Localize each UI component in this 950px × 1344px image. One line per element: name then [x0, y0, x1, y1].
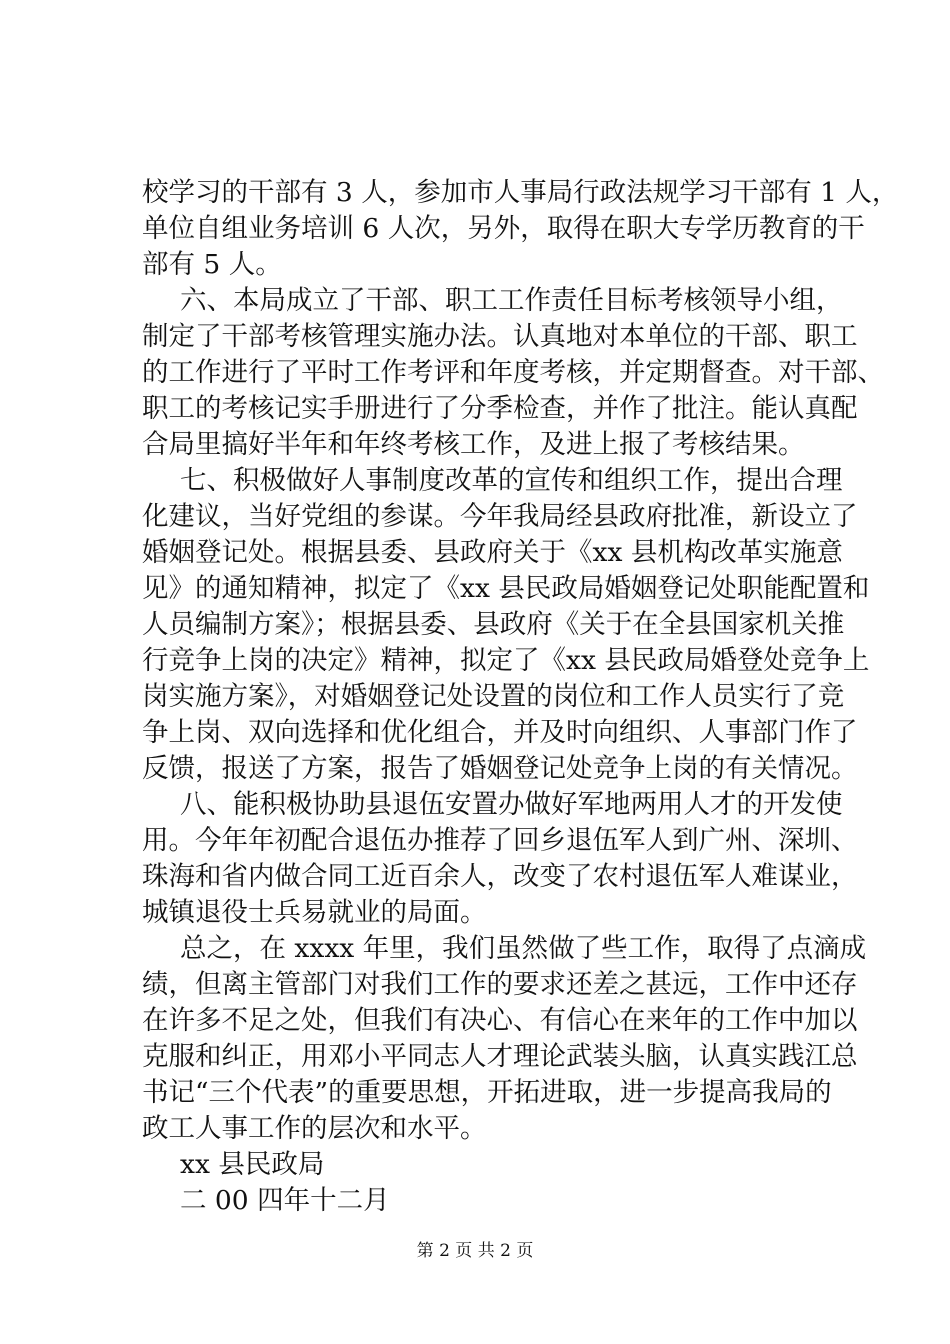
- text-line: 书记“三个代表”的重要思想，开拓进取，进一步提高我局的: [142, 1077, 832, 1108]
- text-line: 合局里搞好半年和年终考核工作，及进上报了考核结果。: [142, 429, 805, 460]
- text-line: 克服和纠正，用邓小平同志人才理论武装头脑，认真实践江总: [142, 1041, 858, 1072]
- text-line: 城镇退役士兵易就业的局面。: [142, 897, 487, 928]
- text-line: 部有 5 人。: [142, 249, 282, 280]
- text-line: 用。今年年初配合退伍办推荐了回乡退伍军人到广州、深圳、: [142, 825, 858, 856]
- text-line: 单位自组业务培训 6 人次，另外，取得在职大专学历教育的干: [142, 213, 865, 244]
- paragraph-7-first-line: 七、积极做好人事制度改革的宣传和组织工作，提出合理: [180, 465, 843, 496]
- signature-organization: xx 县民政局: [180, 1149, 325, 1180]
- text-line: 政工人事工作的层次和水平。: [142, 1113, 487, 1144]
- paragraph-8-first-line: 八、能积极协助县退伍安置办做好军地两用人才的开发使: [180, 789, 843, 820]
- page-number-footer: 第 2 页 共 2 页: [416, 1241, 534, 1261]
- text-line: 见》的通知精神，拟定了《xx 县民政局婚姻登记处职能配置和: [142, 573, 870, 604]
- text-line: 珠海和省内做合同工近百余人，改变了农村退伍军人难谋业，: [142, 861, 858, 892]
- text-line: 争上岗、双向选择和优化组合，并及时向组织、人事部门作了: [142, 717, 858, 748]
- text-line: 绩，但离主管部门对我们工作的要求还差之甚远，工作中还存: [142, 969, 858, 1000]
- text-line: 制定了干部考核管理实施办法。认真地对本单位的干部、职工: [142, 321, 858, 352]
- text-line: 化建议，当好党组的参谋。今年我局经县政府批准，新设立了: [142, 501, 858, 532]
- conclusion-first-line: 总之，在 xxxx 年里，我们虽然做了些工作，取得了点滴成: [180, 933, 867, 964]
- text-line: 婚姻登记处。根据县委、县政府关于《xx 县机构改革实施意: [142, 537, 843, 568]
- text-line: 行竞争上岗的决定》精神，拟定了《xx 县民政局婚登处竞争上: [142, 645, 870, 676]
- text-line: 反馈，报送了方案，报告了婚姻登记处竞争上岗的有关情况。: [142, 753, 858, 784]
- text-line: 的工作进行了平时工作考评和年度考核，并定期督查。对干部、: [142, 357, 884, 388]
- text-line: 人员编制方案》；根据县委、县政府《关于在全县国家机关推: [142, 609, 845, 640]
- paragraph-6-first-line: 六、本局成立了干部、职工工作责任目标考核领导小组，: [180, 285, 843, 316]
- text-line: 校学习的干部有 3 人，参加市人事局行政法规学习干部有 1 人，: [142, 177, 899, 208]
- text-line: 岗实施方案》，对婚姻登记处设置的岗位和工作人员实行了竞: [142, 681, 845, 712]
- text-line: 在许多不足之处，但我们有决心、有信心在来年的工作中加以: [142, 1005, 858, 1036]
- signature-date: 二 00 四年十二月: [180, 1185, 390, 1216]
- text-line: 职工的考核记实手册进行了分季检查，并作了批注。能认真配: [142, 393, 858, 424]
